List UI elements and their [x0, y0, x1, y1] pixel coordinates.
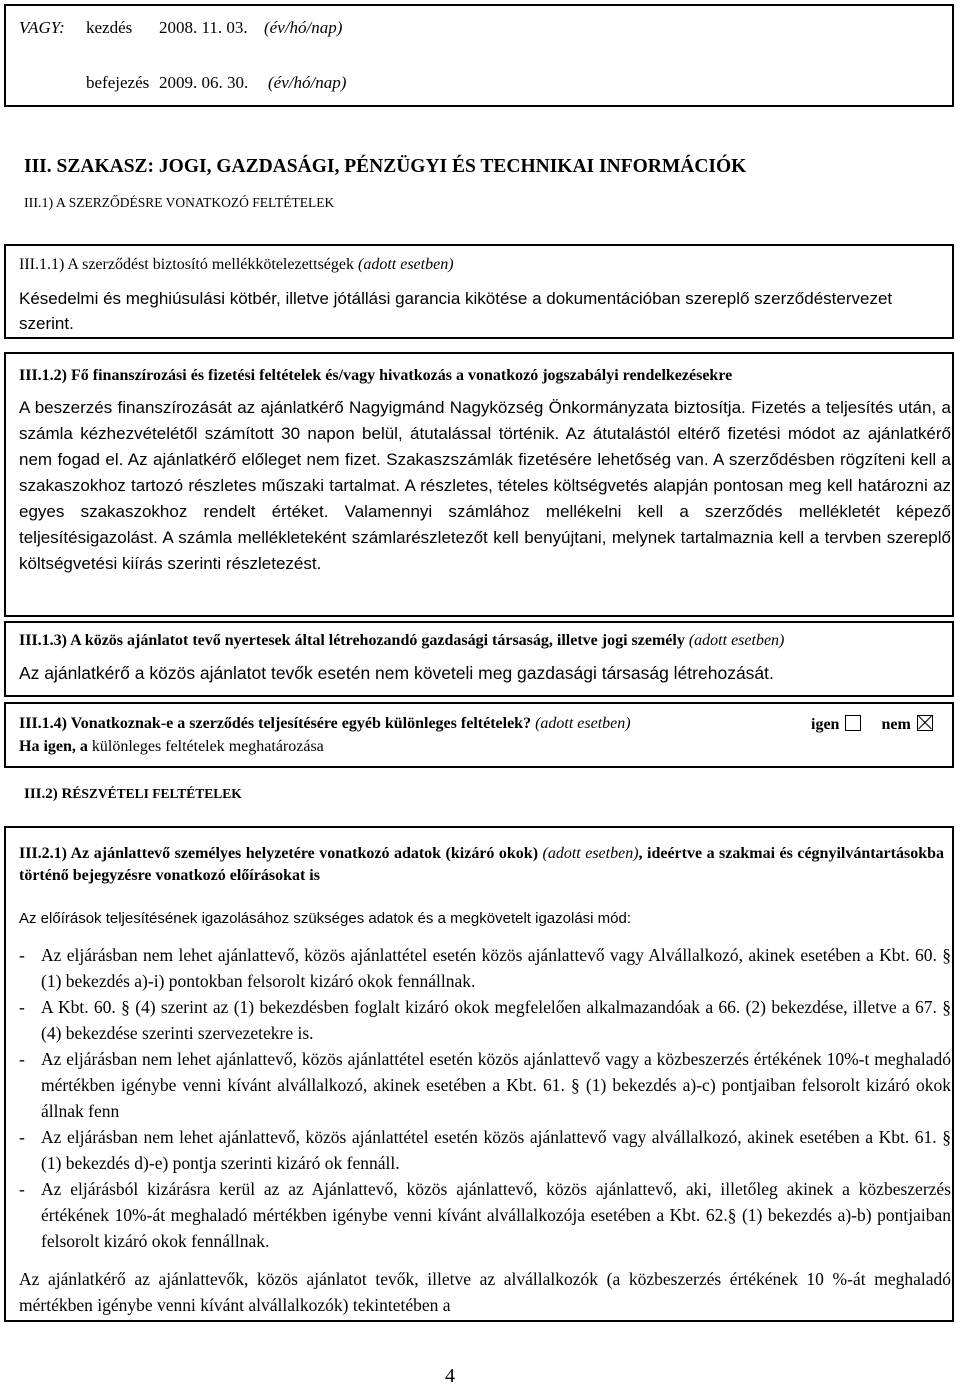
list-item: [19, 1176, 951, 1254]
iii-2-1-heading-text: III.2.1) Az ajánlattevő személyes helyzetére vonatkozó adatok (kizáró okok): [19, 845, 539, 862]
list-dash: -: [19, 945, 25, 965]
list-dash: -: [19, 1049, 25, 1069]
subsection-title: SZERZŐDÉSRE VONATKOZÓ FELTÉTELEK: [68, 195, 335, 210]
list-dash: -: [19, 1179, 25, 1199]
subsection-number: III.1) A: [24, 196, 66, 211]
iii-1-3-heading-text: III.1.3) A közös ajánlatot tevő nyertesek által létrehozandó gazdasági társaság, illetve jogi személy: [19, 632, 685, 649]
iii-1-4-heading-note: (adott esetben): [535, 715, 631, 732]
iii-2-1-intro: Az előírások teljesítésének igazolásához szükséges adatok és a megkövetelt igazolási mód:: [19, 910, 632, 927]
iii-1-4-heading: [19, 715, 631, 733]
list-item-text: Az eljárásban nem lehet ajánlattevő, közös ajánlattétel esetén közös ajánlattevő vagy a közbeszerzés értékének 10%-t meghaladó mértékben igénybe venni kívánt alvállalkozó, akinek esetében a Kbt. 61. § (1) bekezdés a)-c) pontjaiban felsorolt kizáró okok állnak fenn: [41, 1049, 951, 1121]
iii-1-4-line2-bold: Ha igen, a: [19, 738, 88, 755]
end-label: befejezés: [86, 73, 150, 92]
list-dash: -: [19, 1127, 25, 1147]
period-box: [4, 4, 954, 107]
end-date: 2009. 06. 30.: [159, 73, 249, 92]
start-date: 2008. 11. 03.: [159, 18, 248, 37]
iii-2-1-heading-note: (adott esetben): [542, 845, 639, 862]
section-iii-2-heading: [24, 786, 242, 803]
no-checkbox[interactable]: [917, 715, 933, 731]
no-label: nem: [881, 716, 911, 733]
iii-1-1-heading-note: (adott esetben): [358, 256, 454, 273]
box-iii-1-4: [4, 702, 954, 768]
iii-1-1-heading-text: III.1.1) A szerződést biztosító mellékkötelezettségek: [19, 256, 354, 273]
list-item: [19, 1046, 951, 1124]
list-item: [19, 1124, 951, 1176]
start-label: kezdés: [86, 18, 133, 37]
iii-1-1-heading: [19, 256, 454, 274]
iii-1-4-heading-text: III.1.4) Vonatkoznak-e a szerződés teljesítésére egyéb különleges feltételek?: [19, 715, 532, 732]
list-dash: -: [19, 997, 25, 1017]
box-iii-1-1: [4, 244, 954, 339]
box-iii-1-3: [4, 621, 954, 697]
list-item-text: Az eljárásból kizárásra kerül az az Ajánlattevő, közös ajánlattevő, közös ajánlattevő, aki, illetőleg akinek a közbeszerzés értékének 10%-át meghaladó mértékben igénybe venni kívánt alvállalkozója esetében a Kbt. 62.§ (1) bekezdés a)-b) pontjaiban felsorolt kizáró okok fennállnak.: [41, 1179, 951, 1251]
iii-1-3-heading-note: (adott esetben): [688, 632, 785, 649]
iii-2-1-closing: Az ajánlatkérő az ajánlattevők, közös ajánlatot tevők, illetve az alvállalkozók (a közbeszerzés értékének 10 %-át meghaladó mértékben igénybe venni kívánt alvállalkozók) tekintetében a: [19, 1269, 951, 1315]
iii-1-4-line2-rest: különleges feltételek meghatározása: [91, 738, 324, 755]
list-item-text: A Kbt. 60. § (4) szerint az (1) bekezdésben foglalt kizáró okok megfelelően alkalmazandóak a 66. (2) bekezdése, illetve a 67. § (4) bekezdése szerinti szervezetekre is.: [41, 997, 951, 1043]
end-date-note: (év/hó/nap): [268, 73, 347, 92]
page-number: 4: [445, 1365, 455, 1387]
iii-1-4-line2: [19, 738, 324, 756]
subsection-heading: [24, 195, 334, 212]
list-item: [19, 994, 951, 1046]
section-iii-2-number: III.2) R: [24, 786, 73, 802]
box-iii-2-1: [4, 826, 954, 1322]
iii-2-1-heading-tail: , ideértve a szakmai és cégnyilvántartásokba történő bejegyzésre vonatkozó előírásokat is: [19, 845, 945, 884]
yes-label: igen: [811, 716, 840, 733]
list-item-text: Az eljárásban nem lehet ajánlattevő, közös ajánlattétel esetén közös ajánlattevő vagy Alvállalkozó, akinek esetében a Kbt. 60. § (1) bekezdés a)-i) pontokban felsorolt kizáró okok fennállnak.: [41, 945, 951, 991]
iii-1-2-text: A beszerzés finanszírozását az ajánlatkérő Nagyigmánd Nagyközség Önkormányzata biztosítja. Fizetés a teljesítés után, a számla kézhezvételétől számított 30 napon belül, átutalással történik. Az átutalástól eltérő fizetési módot az ajánlatkérő nem fogad el. Az ajánlatkérő előleget nem fizet. Szakaszszámlák fizetésére lehetőség van. A szerződésben rögzíteni kell a szakaszokhoz tartozó részletes műszaki tartalmat. A részletes, tételes költségvetés alapján pontosan meg kell határozni az egyes szakaszokhoz rendelt értéket. Valamennyi számlához mellékelni kell a szerződés mellékletét képező teljesítésigazolást. A számla mellékleteként számlarészletezőt kell benyújtani, melynek tartalmaznia kell a tervben szereplő költségvetési kiírás szerinti részletezést.: [19, 398, 951, 573]
start-date-note: (év/hó/nap): [264, 18, 343, 37]
iii-1-3-heading: [19, 632, 784, 650]
iii-1-3-text: Az ajánlatkérő a közös ajánlatot tevők esetén nem követeli meg gazdasági társaság létrehozását.: [19, 663, 774, 683]
box-iii-1-2: [4, 352, 954, 617]
iii-1-4-options: [811, 715, 933, 734]
vagy-label: VAGY:: [19, 18, 65, 37]
section-iii-2-title: ÉSZVÉTELI FELTÉTELEK: [72, 786, 242, 801]
section-title: III. SZAKASZ: JOGI, GAZDASÁGI, PÉNZÜGYI ÉS TECHNIKAI INFORMÁCIÓK: [24, 156, 747, 177]
iii-1-2-heading: III.1.2) Fő finanszírozási és fizetési feltételek és/vagy hivatkozás a vonatkozó jogszabályi rendelkezésekre: [19, 367, 733, 384]
iii-2-1-heading: [19, 843, 944, 887]
list-item-text: Az eljárásban nem lehet ajánlattevő, közös ajánlattétel esetén közös ajánlattevő vagy alvállalkozó, akinek esetében a Kbt. 61. § (1) bekezdés d)-e) pontja szerinti kizáró ok fennáll.: [41, 1127, 951, 1173]
iii-1-1-text: Késedelmi és meghiúsulási kötbér, illetve jótállási garancia kikötése a dokumentációban szereplő szerződéstervezet szerint.: [19, 289, 893, 333]
list-item: [19, 942, 951, 994]
yes-checkbox[interactable]: [845, 715, 861, 731]
